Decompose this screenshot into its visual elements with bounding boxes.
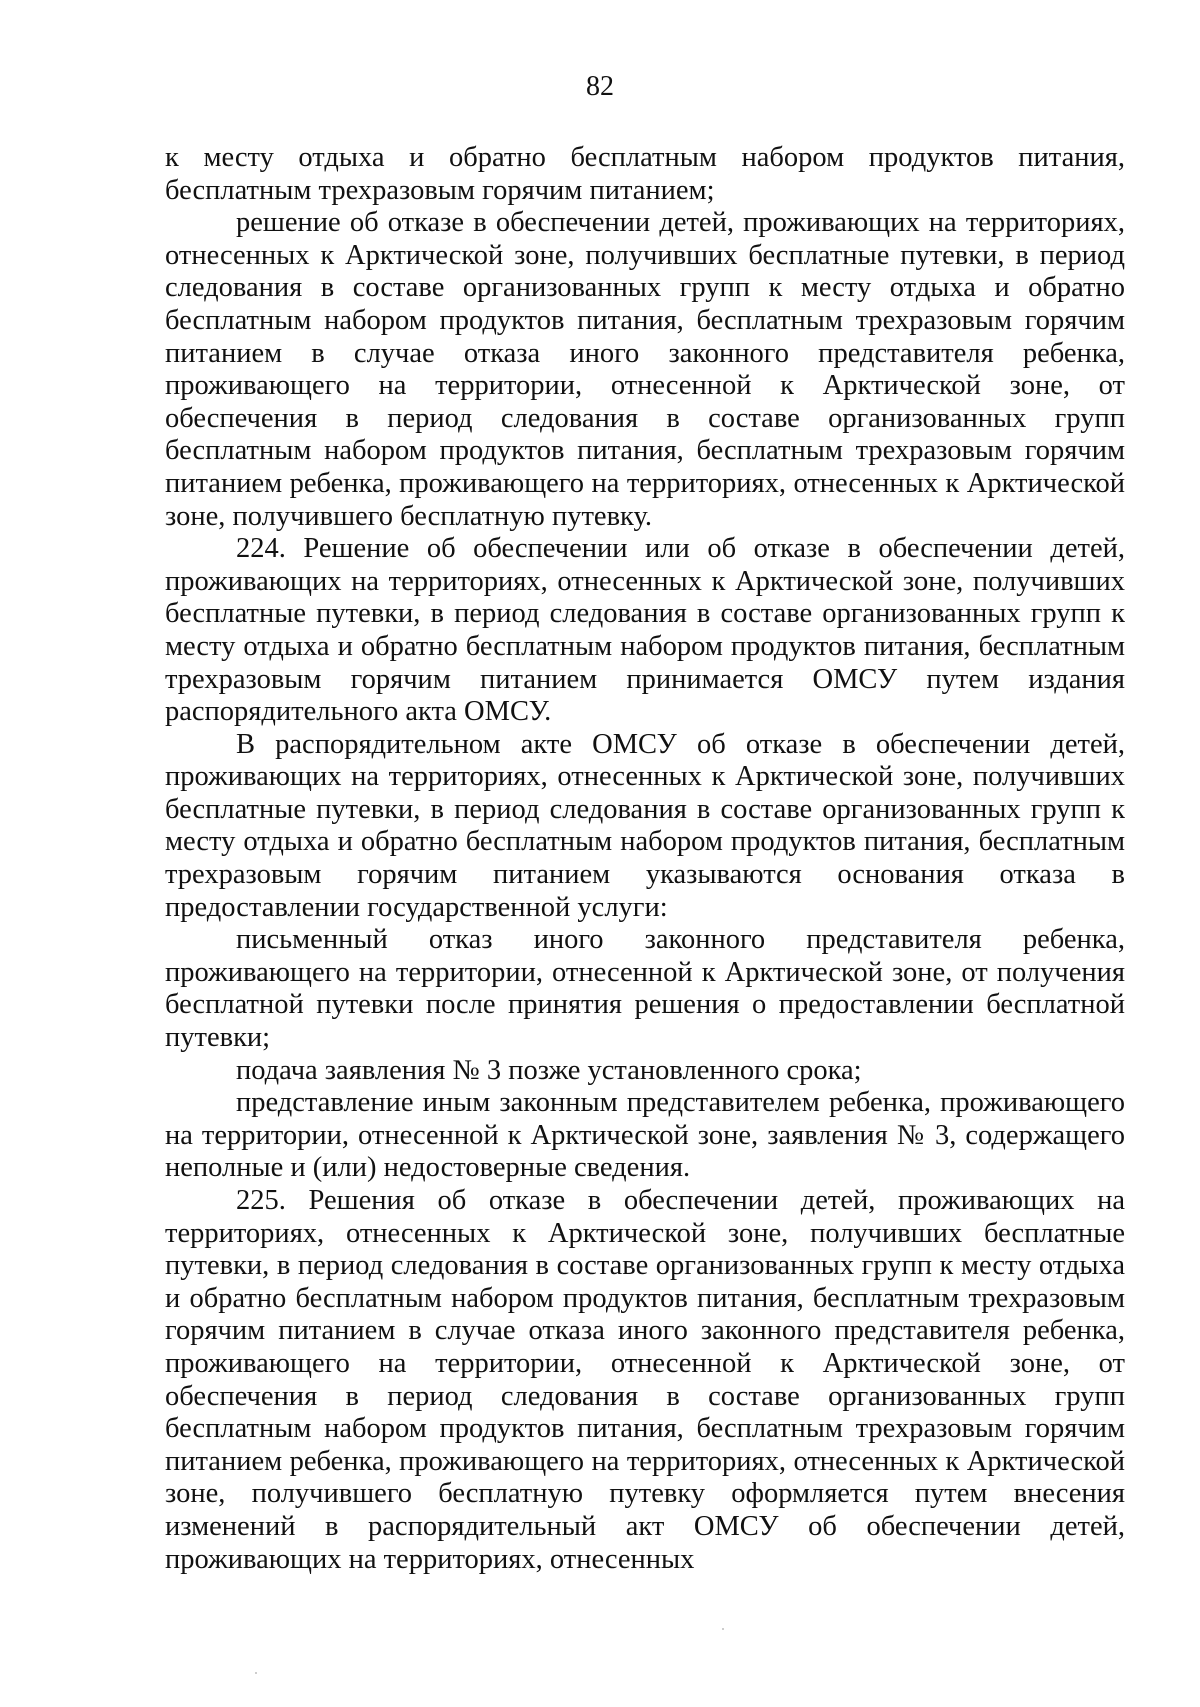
paragraph-225: 225. Решения об отказе в обеспечении детей, проживающих на территориях, отнесенных к Арктической зоне, получивших бесплатные путевки, в период следования в составе организованных групп к месту отдыха и обратно бесплатным набором продуктов питания, бесплатным трехразовым горячим питанием в случае отказа иного законного представителя ребенка, проживающего на территории, отнесенной к Арктической зоне, от обеспечения в период следования в составе организованных групп бесплатным набором продуктов питания, бесплатным трехразовым горячим питанием ребенка, проживающего на территориях, отнесенных к Арктической зоне, получившего бесплатную путевку оформляется путем внесения изменений в распорядительный акт ОМСУ об обеспечении детей, проживающих на территориях, отнесенных <box>165 1185 1125 1575</box>
list-item-incomplete-info: представление иным законным представителем ребенка, проживающего на территории, отнесенной к Арктической зоне, заявления № 3, содержащего неполные и (или) недостоверные сведения. <box>165 1087 1125 1184</box>
paragraph-refusal-grounds: В распорядительном акте ОМСУ об отказе в обеспечении детей, проживающих на территориях, отнесенных к Арктической зоне, получивших бесплатные путевки, в период следования в составе организованных групп к месту отдыха и обратно бесплатным набором продуктов питания, бесплатным трехразовым горячим питанием указываются основания отказа в предоставлении государственной услуги: <box>165 728 1125 923</box>
paragraph-refusal-decision: решение об отказе в обеспечении детей, проживающих на территориях, отнесенных к Арктической зоне, получивших бесплатные путевки, в период следования в составе организованных групп к месту отдыха и обратно бесплатным набором продуктов питания, бесплатным трехразовым горячим питанием в случае отказа иного законного представителя ребенка, проживающего на территории, отнесенной к Арктической зоне, от обеспечения в период следования в составе организованных групп бесплатным набором продуктов питания, бесплатным трехразовым горячим питанием ребенка, проживающего на территориях, отнесенных к Арктической зоне, получившего бесплатную путевку. <box>165 207 1125 532</box>
paragraph-224: 224. Решение об обеспечении или об отказе в обеспечении детей, проживающих на территориях, отнесенных к Арктической зоне, получивших бесплатные путевки, в период следования в составе организованных групп к месту отдыха и обратно бесплатным набором продуктов питания, бесплатным трехразовым горячим питанием принимается ОМСУ путем издания распорядительного акта ОМСУ. <box>165 533 1125 728</box>
list-item-late-application: подача заявления № 3 позже установленного срока; <box>236 1054 862 1086</box>
scan-speck <box>255 1672 257 1674</box>
list-item-written-refusal: письменный отказ иного законного представителя ребенка, проживающего на территории, отнесенной к Арктической зоне, от получения бесплатной путевки после принятия решения о предоставлении бесплатной путевки; <box>165 924 1125 1054</box>
page-number: 82 <box>586 71 614 102</box>
scan-speck <box>722 1628 724 1630</box>
document-body <box>165 142 1125 1576</box>
paragraph-continuation: к месту отдыха и обратно бесплатным набором продуктов питания, бесплатным трехразовым горячим питанием; <box>165 142 1125 206</box>
